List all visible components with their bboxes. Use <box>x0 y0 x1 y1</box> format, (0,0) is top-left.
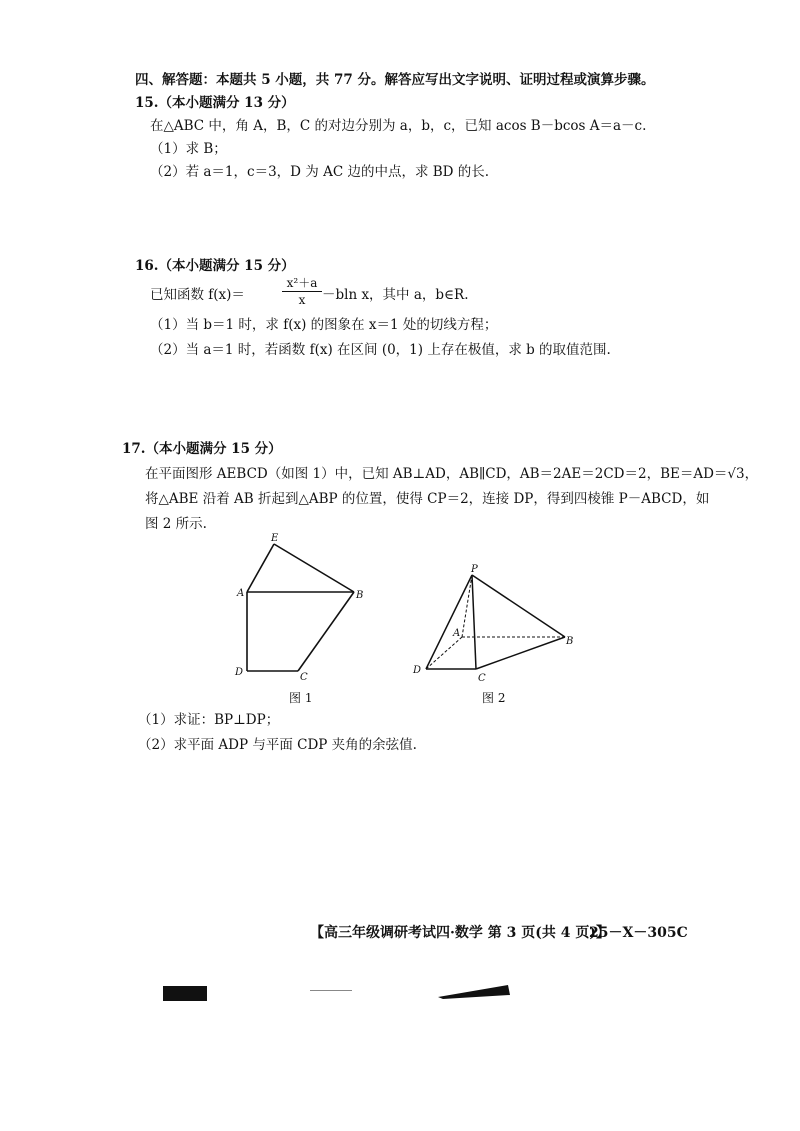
fraction-denominator: x <box>298 293 306 307</box>
footer-title: 【高三年级调研考试四·数学 第 3 页(共 4 页)】 <box>310 925 610 941</box>
problem-17-line3: 图 2 所示. <box>145 516 207 532</box>
problem-16-statement-start: 已知函数 f(x)＝ <box>150 287 245 303</box>
label-C: C <box>300 672 308 683</box>
figure-2-diagram <box>405 555 585 685</box>
problem-15-part2: （2）若 a＝1，c＝3，D 为 AC 边的中点，求 BD 的长. <box>150 164 490 180</box>
label-P: P <box>471 564 478 575</box>
problem-17-line1: 在平面图形 AEBCD（如图 1）中，已知 AB⊥AD，AB∥CD，AB＝2AE＝2CD＝2，BE＝AD＝√3， <box>145 466 759 482</box>
edge-AE <box>247 544 274 592</box>
problem-16-part2: （2）当 a＝1 时，若函数 f(x) 在区间 (0，1) 上存在极值，求 b 的取值范围. <box>150 342 611 358</box>
label-D: D <box>413 665 422 676</box>
edge-PD <box>426 575 472 669</box>
section-heading: 四、解答题：本题共 5 小题，共 77 分。解答应写出文字说明、证明过程或演算步骤。 <box>135 72 655 88</box>
edge-CB <box>476 637 565 669</box>
edge-CB <box>298 592 354 671</box>
problem-15-part1: （1）求 B； <box>150 141 227 157</box>
scan-mark-left <box>163 986 207 1001</box>
scan-mark-middle <box>310 990 352 991</box>
fraction-bar <box>282 291 322 292</box>
problem-15-statement: 在△ABC 中，角 A，B，C 的对边分别为 a，b，c，已知 acos B－bcos A＝a－c. <box>150 118 647 134</box>
function-fraction <box>282 276 322 307</box>
footer-code: 25－X－305C <box>589 925 688 941</box>
label-B: B <box>566 636 574 647</box>
figure-2-caption: 图 2 <box>482 691 506 705</box>
problem-16-part1: （1）当 b＝1 时，求 f(x) 的图象在 x＝1 处的切线方程； <box>150 317 498 333</box>
edge-PC <box>472 575 476 669</box>
problem-17-line2: 将△ABE 沿着 AB 折起到△ABP 的位置，使得 CP＝2，连接 DP，得到四棱锥 P－ABCD，如 <box>145 491 710 507</box>
figure-1-caption: 图 1 <box>289 691 313 705</box>
label-D: D <box>235 667 244 678</box>
label-A: A <box>237 588 245 599</box>
problem-17-part2: （2）求平面 ADP 与平面 CDP 夹角的余弦值. <box>138 737 417 753</box>
label-E: E <box>271 533 279 544</box>
edge-PB <box>472 575 565 637</box>
figure-1-diagram <box>228 530 378 690</box>
problem-16-number: 16.（本小题满分 15 分） <box>135 258 295 274</box>
problem-15-number: 15.（本小题满分 13 分） <box>135 95 295 111</box>
problem-16-statement-end: －bln x，其中 a，b∈R. <box>322 287 469 303</box>
fraction-numerator: x²＋a <box>286 276 318 290</box>
problem-17-part1: （1）求证：BP⊥DP； <box>138 712 280 728</box>
edge-EB <box>274 544 354 592</box>
label-A: A <box>453 628 461 639</box>
label-C: C <box>478 673 486 684</box>
problem-17-number: 17.（本小题满分 15 分） <box>122 441 282 457</box>
edge-AD-hidden <box>426 637 462 669</box>
label-B: B <box>356 590 364 601</box>
scan-mark-right <box>438 983 510 999</box>
